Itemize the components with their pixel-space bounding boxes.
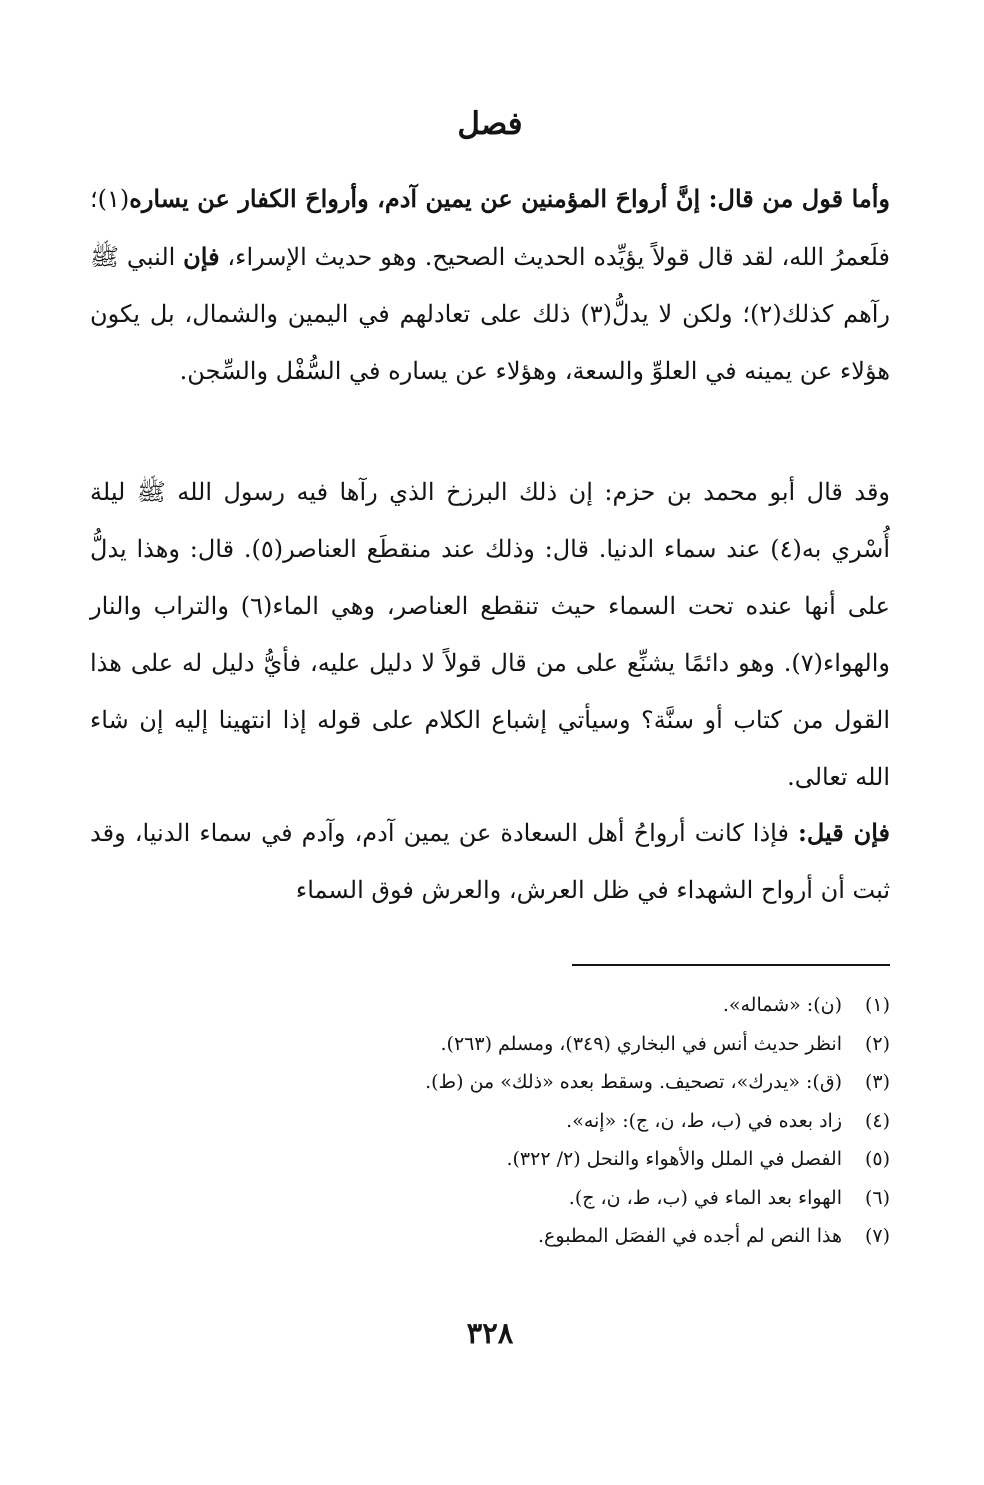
paragraph <box>90 170 890 400</box>
footnote-number: (٣) <box>864 1071 890 1093</box>
book-page <box>90 0 890 1485</box>
footnote-text: هذا النص لم أجده في الفصَل المطبوع. <box>538 1225 842 1247</box>
footnote <box>90 1102 890 1141</box>
paragraph-text: فإن <box>183 242 220 271</box>
paragraph-text: (١)؛ فلَعمرُ الله، لقد قال قولاً يؤيِّده الحديث الصحيح. وهو حديث الإسراء، <box>90 185 890 271</box>
footnote-text: زاد بعده في (ب، ط، ن، ج): «إنه». <box>566 1109 842 1132</box>
footnote-number: (٦) <box>864 1186 890 1209</box>
footnote-text: الفصل في الملل والأهواء والنحل (٢/ ٣٢٢). <box>506 1148 842 1170</box>
paragraph-text: النبي ﷺ رآهم كذلك(٢)؛ ولكن لا يدلُّ(٣) ذلك على تعادلهم في اليمين والشمال، بل يكون هؤلاء عن يمينه في العلوِّ والسعة، وهؤلاء عن يساره في السُّفْل والسِّجن. <box>90 243 890 385</box>
footnote-number: (١) <box>864 994 890 1016</box>
footnote-number: (٧) <box>864 1225 890 1247</box>
footnote-number: (٢) <box>864 1032 890 1055</box>
footnote-text: الهواء بعد الماء في (ب، ط، ن، ج). <box>568 1186 842 1209</box>
footnote <box>90 1063 890 1102</box>
footnote-text: (ن): «شماله». <box>722 994 842 1016</box>
footnote <box>90 1025 890 1064</box>
page-number: ٣٢٨ <box>466 1316 514 1350</box>
paragraph-text: فإذا كانت أرواحُ أهل السعادة عن يمين آدم، وآدم في سماء الدنيا، وقد ثبت أن أرواح الشهداء في ظل العرش، والعرش فوق السماء <box>90 819 890 904</box>
footnote-number: (٤) <box>864 1109 890 1132</box>
paragraph-text: فإن قيل: <box>798 818 890 847</box>
footnote <box>90 1217 890 1256</box>
footnote <box>90 986 890 1025</box>
paragraph <box>90 464 890 806</box>
paragraph-text: وقد قال أبو محمد بن حزم: إن ذلك البرزخ الذي رآها فيه رسول الله ﷺ ليلة أُسْري به(٤) عند سماء الدنيا. قال: وذلك عند منقطَع العناصر(٥). قال: وهذا يدلُّ على أنها عنده تحت السماء حيث تنقطع العناصر، وهي الماء(٦) والتراب والنار والهواء(٧). وهو دائمًا يشنِّع على من قال قولاً لا دليل عليه، فأيُّ دليل له على هذا القول من كتاب أو سنَّة؟ وسيأتي إشباع الكلام على قوله إذا انتهينا إليه إن شاء الله تعالى. <box>90 478 890 791</box>
paragraph <box>90 804 890 919</box>
section-title: فصل <box>457 106 523 142</box>
footnote <box>90 1140 890 1179</box>
paragraph-text: وأما قول من قال: إنَّ أرواحَ المؤمنين عن يمين آدم، وأرواحَ الكفار عن يساره <box>129 184 890 213</box>
footnote-divider <box>572 964 890 966</box>
footnote-text: انظر حديث أنس في البخاري (٣٤٩)، ومسلم (٢٦٣). <box>440 1032 842 1055</box>
footnotes-list <box>90 986 890 1256</box>
footnote-text: (ق): «يدرك»، تصحيف. وسقط بعده «ذلك» من (ط). <box>425 1071 842 1093</box>
footnote-number: (٥) <box>864 1148 890 1170</box>
footnote <box>90 1179 890 1218</box>
